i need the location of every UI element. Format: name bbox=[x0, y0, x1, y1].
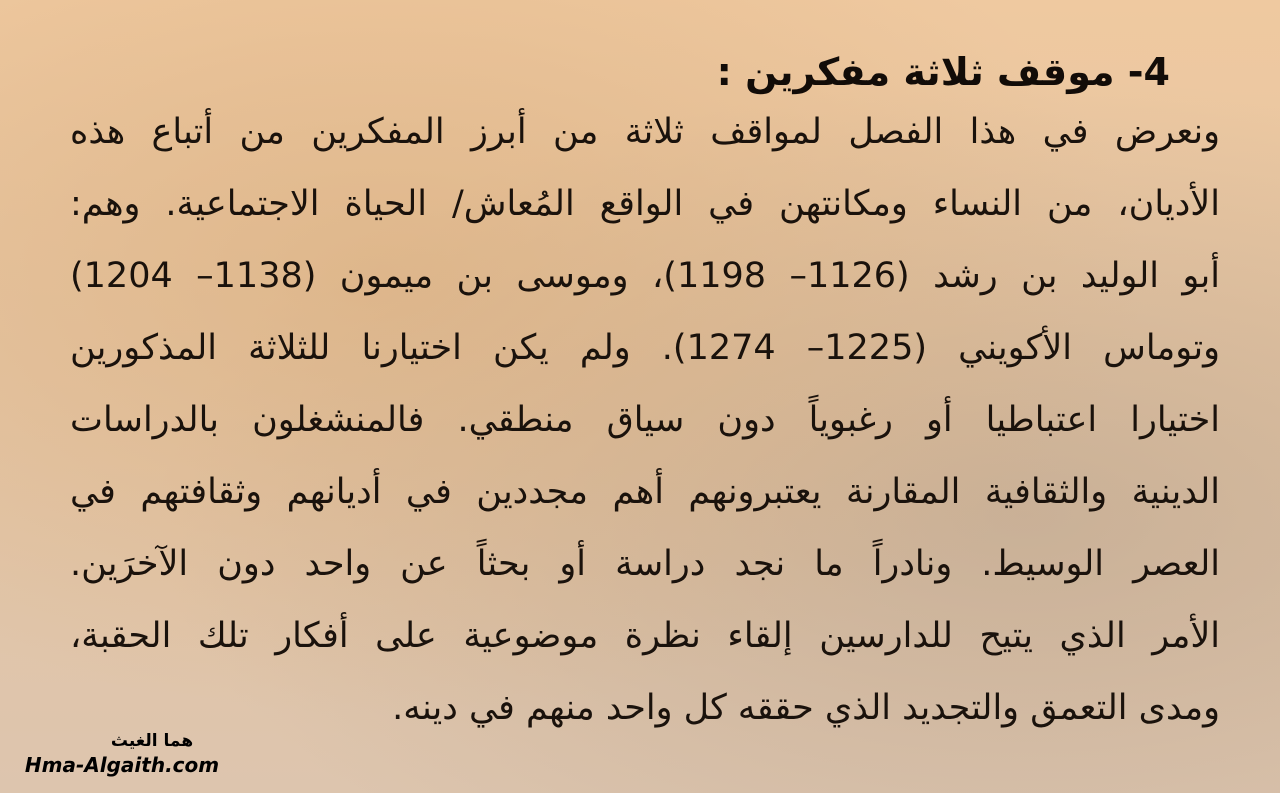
paragraph-line: أبو الوليد بن رشد (1126– 1198)، وموسى بن ميمون (1138– 1204) bbox=[70, 256, 1220, 296]
watermark bbox=[22, 730, 222, 778]
section-heading: 4- موقف ثلاثة مفكرين : bbox=[716, 50, 1170, 94]
paragraph-line: وتوماس الأكويني (1225– 1274). ولم يكن اختيارنا للثلاثة المذكورين bbox=[70, 328, 1220, 368]
paragraph-line: الأمر الذي يتيح للدارسين إلقاء نظرة موضوعية على أفكار تلك الحقبة، bbox=[70, 616, 1220, 656]
paragraph-line: الأديان، من النساء ومكانتهن في الواقع المُعاش/ الحياة الاجتماعية. وهم: bbox=[70, 184, 1220, 224]
watermark-latin: Hma-Algaith.com bbox=[24, 753, 220, 777]
paragraph-line: الدينية والثقافية المقارنة يعتبرونهم أهم مجددين في أديانهم وثقافتهم في bbox=[70, 472, 1220, 512]
paragraph-line: اختيارا اعتباطيا أو رغبوياً دون سياق منطقي. فالمنشغلون بالدراسات bbox=[70, 400, 1220, 440]
paragraph-line: العصر الوسيط. ونادراً ما نجد دراسة أو بحثاً عن واحد دون الآخرَين. bbox=[70, 544, 1220, 584]
body-paragraph bbox=[70, 96, 1220, 744]
watermark-arabic: هما الغيث bbox=[110, 731, 194, 751]
paragraph-line: ومدى التعمق والتجديد الذي حققه كل واحد منهم في دينه. bbox=[392, 688, 1220, 728]
paragraph-line: ونعرض في هذا الفصل لمواقف ثلاثة من أبرز المفكرين من أتباع هذه bbox=[70, 112, 1220, 152]
